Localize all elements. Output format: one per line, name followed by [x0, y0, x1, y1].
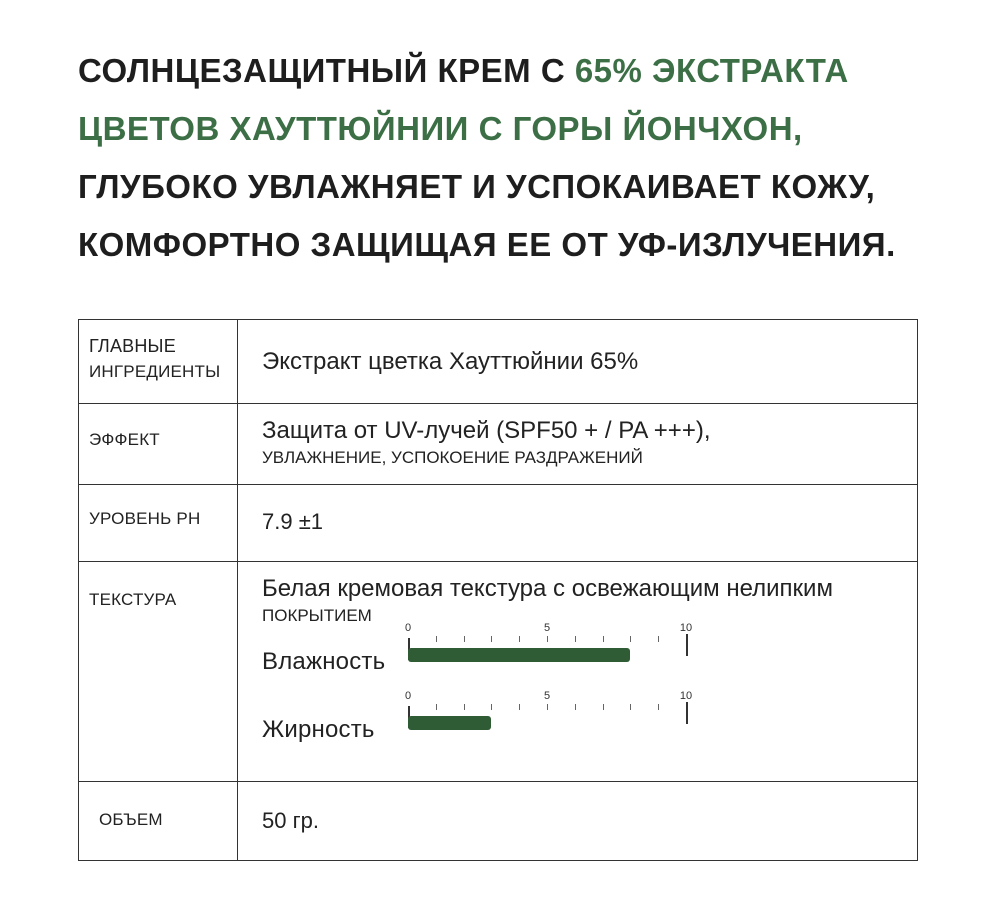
scale-tick [603, 704, 604, 710]
scale-tick [519, 704, 520, 710]
heading-line-4: КОМФОРТНО ЗАЩИЩАЯ ЕЕ ОТ УФ-ИЗЛУЧЕНИЯ. [78, 226, 896, 263]
moisture-scale [262, 622, 712, 692]
scale-tick [575, 636, 576, 642]
oiliness-tick-label-10: 10 [679, 690, 693, 702]
scale-tick [630, 636, 631, 642]
moisture-tick-label-5: 5 [543, 622, 551, 634]
volume-label-cell [79, 782, 238, 861]
ph-label-cell [79, 485, 238, 562]
ph-value-cell [238, 485, 918, 562]
scale-tick [491, 636, 492, 642]
texture-label: ТЕКСТУРА [89, 590, 177, 609]
oiliness-bar [408, 716, 491, 730]
scale-tick [436, 636, 437, 642]
heading-line-1 [78, 42, 978, 100]
scale-tick [547, 636, 548, 642]
heading-line-2: ЦВЕТОВ ХАУТТЮЙНИИ С ГОРЫ ЙОНЧХОН, [78, 110, 803, 147]
scale-tick [547, 704, 548, 710]
scale-tick [686, 702, 688, 724]
texture-value-line-2: ПОКРЫТИЕМ [262, 606, 372, 625]
ingredients-value-cell [238, 320, 918, 404]
heading-line-1-dark: СОЛНЦЕЗАЩИТНЫЙ КРЕМ С [78, 52, 575, 89]
row-effect [79, 404, 918, 485]
texture-value-line-1: Белая кремовая текстура с освежающим нелипким [262, 575, 833, 602]
ingredients-value: Экстракт цветка Хауттюйнии 65% [262, 348, 639, 375]
moisture-tick-label-10: 10 [679, 622, 693, 634]
effect-value-cell [238, 404, 918, 485]
row-texture [79, 562, 918, 782]
ph-label: УРОВЕНЬ PH [89, 509, 201, 528]
scale-tick [603, 636, 604, 642]
oiliness-tick-label-0: 0 [404, 690, 412, 702]
volume-value-cell [238, 782, 918, 861]
texture-value-cell [238, 562, 918, 782]
moisture-scale-label: Влажность [262, 648, 386, 675]
ingredients-label-cell [79, 320, 238, 404]
row-volume [79, 782, 918, 861]
oiliness-scale [262, 690, 712, 760]
scale-tick [436, 704, 437, 710]
volume-value: 50 гр. [262, 808, 319, 833]
effect-value-line-1: Защита от UV-лучей (SPF50 + / PA +++), [262, 417, 711, 444]
moisture-bar [408, 648, 630, 662]
scale-tick [630, 704, 631, 710]
ph-value: 7.9 ±1 [262, 509, 324, 534]
scale-tick [658, 704, 659, 710]
heading-line-3: ГЛУБОКО УВЛАЖНЯЕТ И УСПОКАИВАЕТ КОЖУ, [78, 168, 876, 205]
oiliness-scale-label: Жирность [262, 716, 375, 743]
row-ingredients [79, 320, 918, 404]
scale-tick [464, 636, 465, 642]
scale-tick [686, 634, 688, 656]
product-spec-table [78, 319, 918, 861]
oiliness-tick-label-5: 5 [543, 690, 551, 702]
effect-value-line-2: УВЛАЖНЕНИЕ, УСПОКОЕНИЕ РАЗДРАЖЕНИЙ [262, 448, 643, 467]
scale-tick [519, 636, 520, 642]
heading-line-1-accent: 65% ЭКСТРАКТА [574, 52, 849, 89]
volume-label: ОБЪЕМ [99, 810, 163, 829]
scale-tick [491, 704, 492, 710]
effect-label: ЭФФЕКТ [89, 430, 160, 449]
effect-label-cell [79, 404, 238, 485]
scale-tick [575, 704, 576, 710]
texture-label-cell [79, 562, 238, 782]
ingredients-label-line-1: ГЛАВНЫЕ [89, 336, 176, 356]
scale-tick [464, 704, 465, 710]
moisture-tick-label-0: 0 [404, 622, 412, 634]
scale-tick [658, 636, 659, 642]
ingredients-label-line-2: ИНГРЕДИЕНТЫ [89, 362, 221, 381]
row-ph [79, 485, 918, 562]
page-heading [78, 42, 978, 274]
